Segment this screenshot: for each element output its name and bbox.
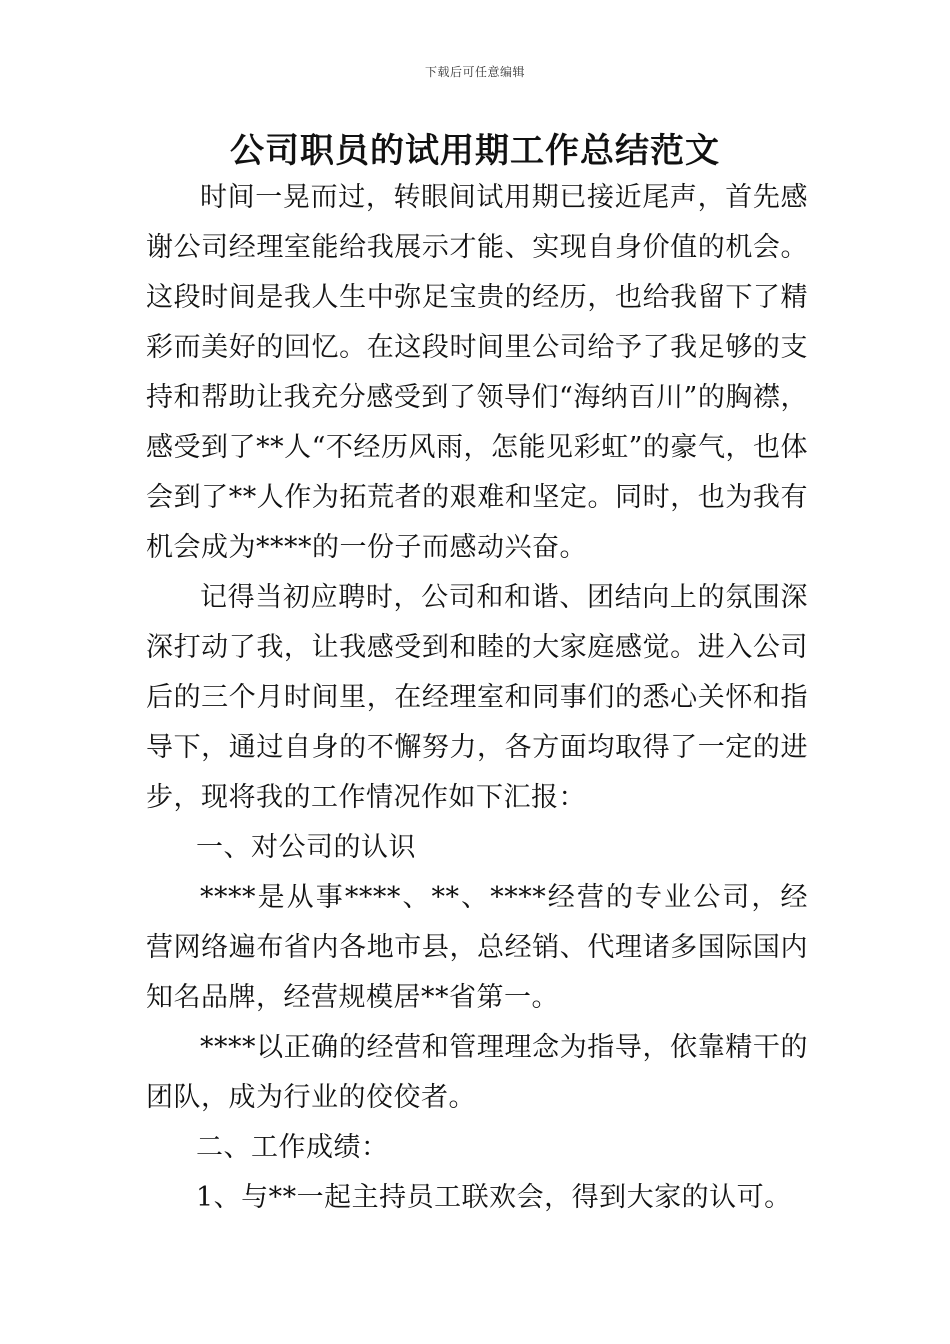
section-heading-1: 一、对公司的认识 xyxy=(196,832,416,863)
header-note: 下载后可任意编辑 xyxy=(424,65,525,79)
document-title: 公司职员的试用期工作总结范文 xyxy=(230,131,720,171)
paragraph-intro: 时间一晃而过，转眼间试用期已接近尾声，首先感谢公司经理室能给我展示才能、实现自身价值的机会。这段时间是我人生中弥足宝贵的经历，也给我留下了精彩而美好的回忆。在这段时间里公司给予了我足够的支持和帮助让我充分感受到了领导们“海纳百川”的胸襟，感受到了**人“不经历风雨，怎能见彩虹”的豪气，也体会到了**人作为拓荒者的艰难和坚定。同时，也为我有机会成为****的一份子而感动兴奋。 xyxy=(146,182,808,563)
section-heading-2: 二、工作成绩： xyxy=(196,1132,389,1163)
paragraph-company-philosophy: ****以正确的经营和管理理念为指导，依靠精干的团队，成为行业的佼佼者。 xyxy=(146,1032,808,1113)
paragraph-recall: 记得当初应聘时，公司和和谐、团结向上的氛围深深打动了我，让我感受到和睦的大家庭感觉。进入公司后的三个月时间里，在经理室和同事们的悉心关怀和指导下，通过自身的不懈努力，各方面均取得了一定的进步，现将我的工作情况作如下汇报： xyxy=(146,582,808,813)
paragraph-company-profile: ****是从事****、**、****经营的专业公司，经营网络遍布省内各地市县，总经销、代理诸多国际国内知名品牌，经营规模居**省第一。 xyxy=(146,882,808,1013)
document-body xyxy=(146,173,808,1223)
list-item-1: 1、与**一起主持员工联欢会，得到大家的认可。 xyxy=(196,1182,792,1213)
